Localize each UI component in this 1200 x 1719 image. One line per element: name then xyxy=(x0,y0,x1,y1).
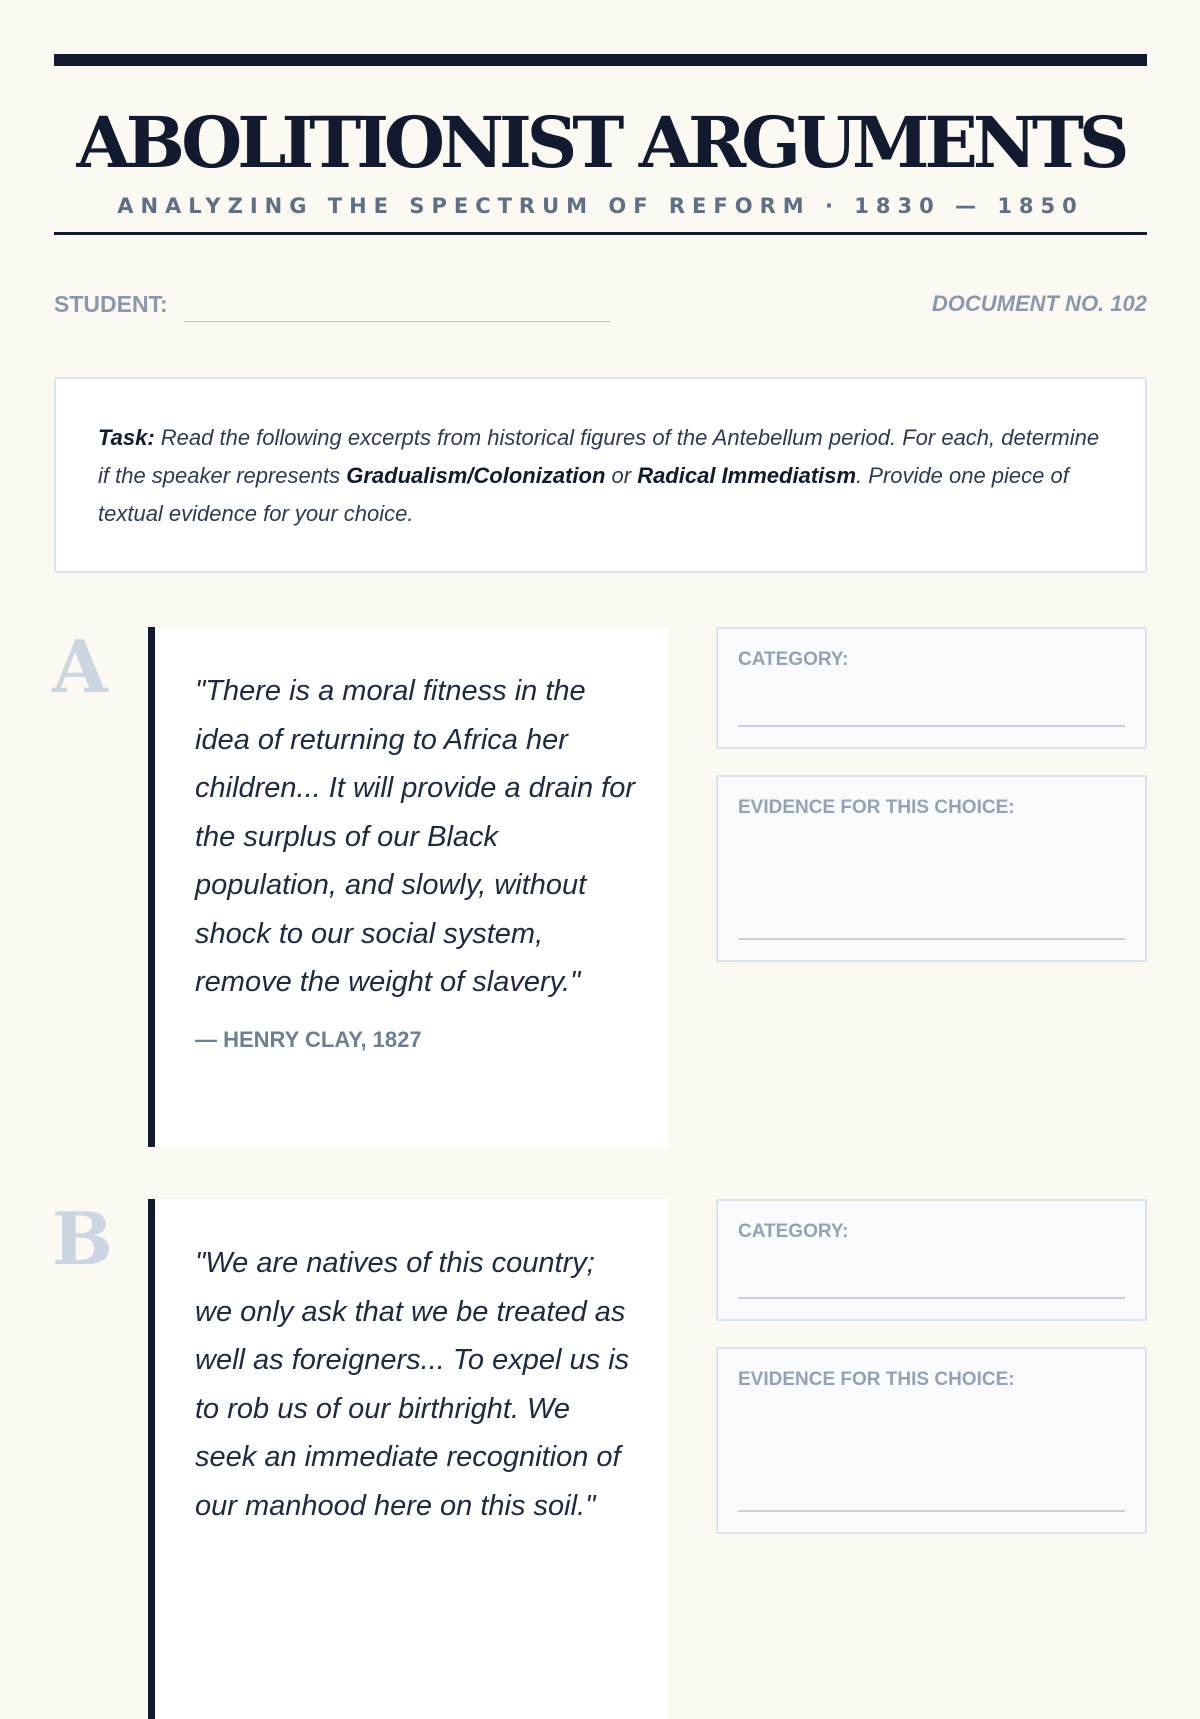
evidence-answer-line xyxy=(738,1510,1125,1512)
header-divider xyxy=(54,232,1147,235)
evidence-answer-line xyxy=(738,938,1125,940)
category-label: CATEGORY: xyxy=(738,1221,849,1242)
evidence-label: EVIDENCE FOR THIS CHOICE: xyxy=(738,797,1015,818)
top-rule xyxy=(54,54,1147,66)
evidence-answer-box[interactable] xyxy=(716,1347,1147,1534)
task-text-1: Read the following excerpts from historical figures of the Antebellum period. For each, determine if the speaker represents xyxy=(98,425,1100,488)
page-subtitle: ANALYZING THE SPECTRUM OF REFORM · 1830 — 1850 xyxy=(117,194,1084,218)
quote-text: "We are natives of this country; we only ask that we be treated as well as foreigners... To expel us is to rob us of our birthright. We seek an immediate recognition of our manhood here on this soil." xyxy=(195,1247,630,1522)
quote-text: "There is a moral fitness in the idea of returning to Africa her children... It will provide a drain for the surplus of our Black population, and slowly, without shock to our social system, remove the weight of slavery." xyxy=(195,675,636,998)
task-option-immediatism: Radical Immediatism xyxy=(637,463,857,488)
student-row xyxy=(54,291,1147,325)
category-answer-box[interactable] xyxy=(716,1199,1147,1321)
quote-card xyxy=(148,627,668,1147)
task-instructions xyxy=(54,377,1147,573)
excerpt-letter: A xyxy=(52,624,108,709)
page-title: ABOLITIONIST ARGUMENTS xyxy=(76,101,1125,184)
excerpt-letter: B xyxy=(52,1196,113,1281)
worksheet-page xyxy=(54,54,1147,1719)
evidence-answer-box[interactable] xyxy=(716,775,1147,962)
excerpt-item-b xyxy=(52,1196,1147,1719)
category-label: CATEGORY: xyxy=(738,649,849,670)
task-lead: Task: xyxy=(98,425,155,450)
category-answer-box[interactable] xyxy=(716,627,1147,749)
task-text-3: . Provide one piece of textual evidence for your choice. xyxy=(98,463,1069,526)
quote-card xyxy=(148,1199,668,1719)
category-answer-line xyxy=(738,1297,1125,1299)
category-answer-line xyxy=(738,725,1125,727)
student-name-line[interactable] xyxy=(184,321,610,322)
quote-attribution: — HENRY CLAY, 1827 xyxy=(195,1026,422,1052)
task-text-2: or xyxy=(605,463,638,488)
task-option-gradualism: Gradualism/Colonization xyxy=(346,463,606,488)
excerpt-item-a xyxy=(52,624,1147,1147)
student-label: STUDENT: xyxy=(54,291,168,317)
evidence-label: EVIDENCE FOR THIS CHOICE: xyxy=(738,1369,1015,1390)
document-number: DOCUMENT NO. 102 xyxy=(931,291,1147,316)
